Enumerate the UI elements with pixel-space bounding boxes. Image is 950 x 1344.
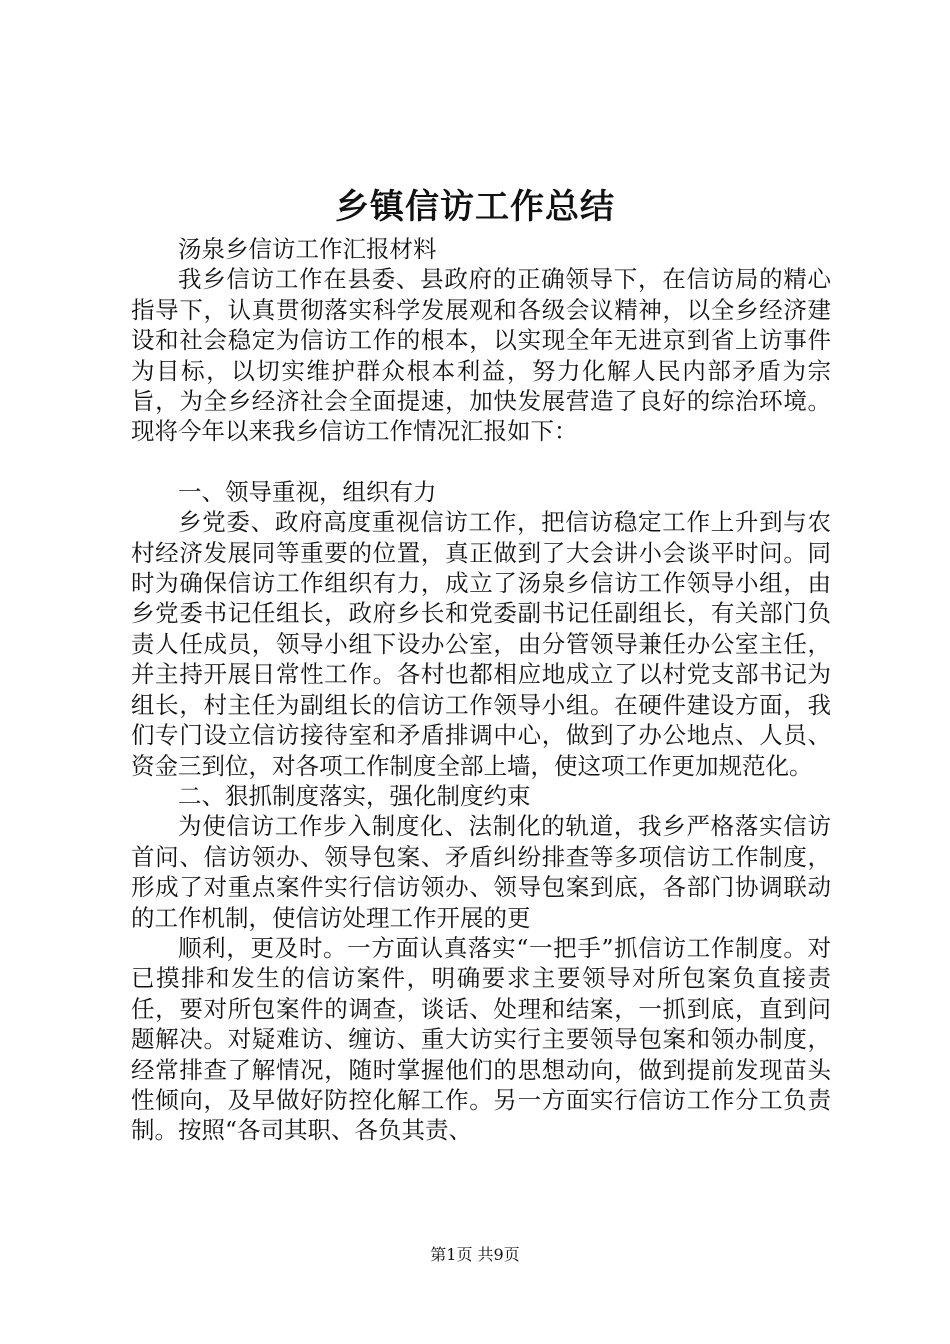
page-title: 乡镇信访工作总结: [335, 187, 615, 227]
section-1-heading: 一、领导重视，组织有力: [178, 477, 437, 506]
section-2-paragraph-1: 为使信访工作步入制度化、法制化的轨道，我乡严格落实信访首问、信访领办、领导包案、矛盾纠纷排查等多项信访工作制度，形成了对重点案件实行信访领办、领导包案到底，各部门协调联动的工作机制，使信访处理工作开展的更: [131, 812, 831, 932]
section-2-paragraph-2: 顺利，更及时。一方面认真落实“一把手”抓信访工作制度。对已摸排和发生的信访案件，明确要求主要领导对所包案负直接责任，要对所包案件的调查，谈话、处理和结案，一抓到底，直到问题解决。对疑难访、缠访、重大访实行主要领导包案和领办制度，经常排查了解情况，随时掌握他们的思想动向，做到提前发现苗头性倾向，及早做好防控化解工作。另一方面实行信访工作分工负责制。按照“各司其职、各负其责、: [131, 933, 831, 1145]
page-footer: 第1页 共9页: [430, 1245, 520, 1264]
section-1-paragraph: 乡党委、政府高度重视信访工作，把信访稳定工作上升到与农村经济发展同等重要的位置，真正做到了大会讲小会谈平时问。同时为确保信访工作组织有力，成立了汤泉乡信访工作领导小组，由乡党委书记任组长，政府乡长和党委副书记任副组长，有关部门负责人任成员，领导小组下设办公室，由分管领导兼任办公室主任，并主持开展日常性工作。各村也都相应地成立了以村党支部书记为组长，村主任为副组长的信访工作领导小组。在硬件建设方面，我们专门设立信访接待室和矛盾排调中心，做到了办公地点、人员、资金三到位，对各项工作制度全部上墙，使这项工作更加规范化。: [131, 508, 831, 780]
subtitle: 汤泉乡信访工作汇报材料: [178, 235, 437, 263]
document-body: [131, 234, 831, 1146]
section-2-heading: 二、狠抓制度落实，强化制度约束: [178, 781, 531, 810]
paragraph-gap: [131, 447, 831, 477]
intro-paragraph: 我乡信访工作在县委、县政府的正确领导下，在信访局的精心指导下，认真贯彻落实科学发展观和各级会议精神，以全乡经济建设和社会稳定为信访工作的根本，以实现全年无进京到省上访事件为目标，以切实维护群众根本利益，努力化解人民内部矛盾为宗旨，为全乡经济社会全面提速，加快发展营造了良好的综治环境。现将今年以来我乡信访工作情况汇报如下：: [131, 265, 831, 446]
